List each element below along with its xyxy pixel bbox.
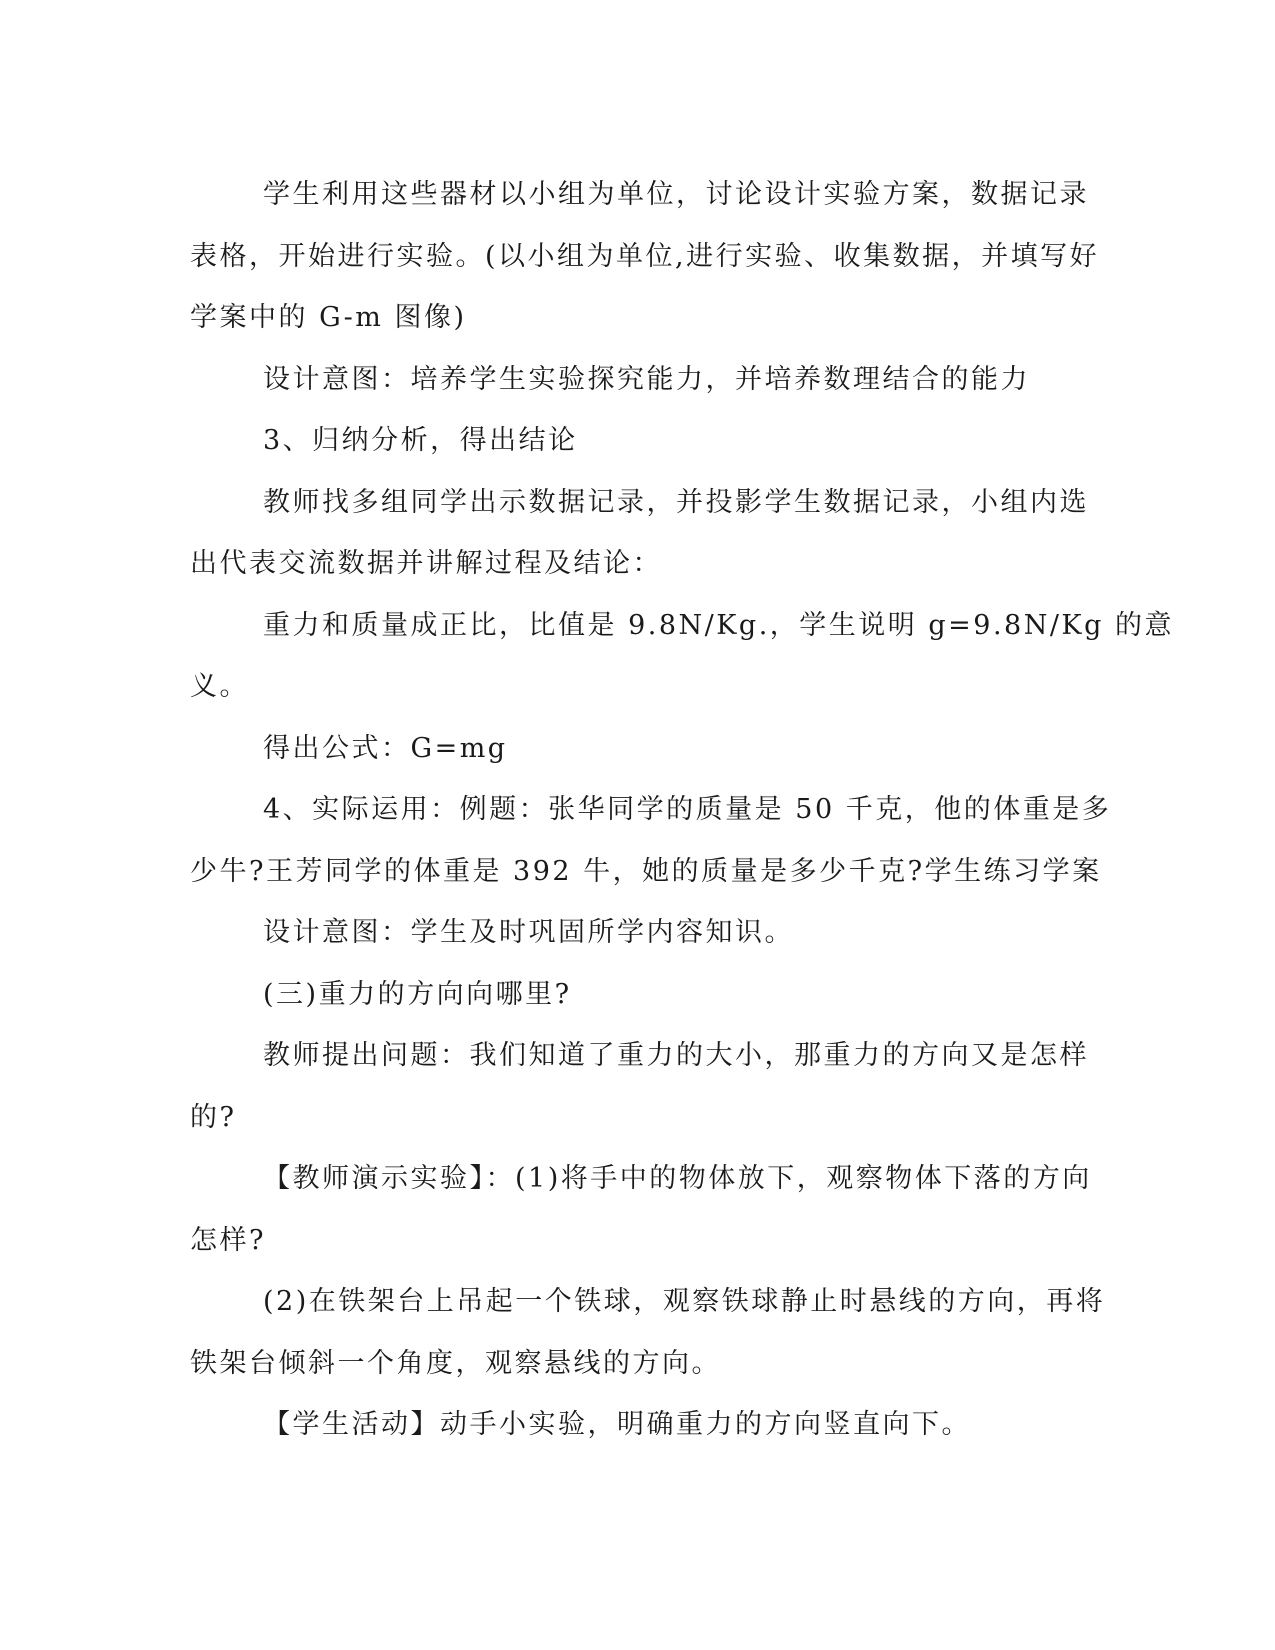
section-heading: 4、实际运用：例题：张华同学的质量是 50 千克，他的体重是多 xyxy=(263,794,1112,825)
text-line: 学案中的 G-m 图像) xyxy=(190,302,467,333)
text-line: 的? xyxy=(190,1101,237,1133)
section-heading: (三)重力的方向向哪里? xyxy=(263,978,572,1010)
text-line: 铁架台倾斜一个角度，观察悬线的方向。 xyxy=(190,1347,721,1379)
text-line: 【教师演示实验】：(1)将手中的物体放下，观察物体下落的方向 xyxy=(263,1163,1092,1194)
text-line: (2)在铁架台上吊起一个铁球，观察铁球静止时悬线的方向，再将 xyxy=(263,1286,1106,1317)
text-line: 少牛?王芳同学的体重是 392 牛，她的质量是多少千克?学生练习学案 xyxy=(190,855,1102,887)
text-line: 出代表交流数据并讲解过程及结论： xyxy=(190,548,662,579)
formula-line: 得出公式：G=mg xyxy=(263,732,508,764)
section-heading: 3、归纳分析，得出结论 xyxy=(263,425,578,456)
text-line: 怎样? xyxy=(190,1224,266,1256)
text-line: 设计意图：培养学生实验探究能力，并培养数理结合的能力 xyxy=(263,363,1030,395)
text-line: 教师找多组同学出示数据记录，并投影学生数据记录，小组内选 xyxy=(263,486,1089,518)
text-line: 重力和质量成正比，比值是 9.8N/Kg.，学生说明 g=9.8N/Kg 的意 xyxy=(263,609,1174,641)
text-line: 教师提出问题：我们知道了重力的大小，那重力的方向又是怎样 xyxy=(263,1040,1089,1071)
document-body xyxy=(190,164,1174,1456)
text-line: 义。 xyxy=(190,671,249,702)
text-line: 表格，开始进行实验。(以小组为单位,进行实验、收集数据，并填写好 xyxy=(190,240,1100,272)
text-line: 设计意图：学生及时巩固所学内容知识。 xyxy=(263,917,794,948)
text-line: 【学生活动】动手小实验，明确重力的方向竖直向下。 xyxy=(263,1409,971,1440)
text-line: 学生利用这些器材以小组为单位，讨论设计实验方案，数据记录 xyxy=(263,179,1089,210)
